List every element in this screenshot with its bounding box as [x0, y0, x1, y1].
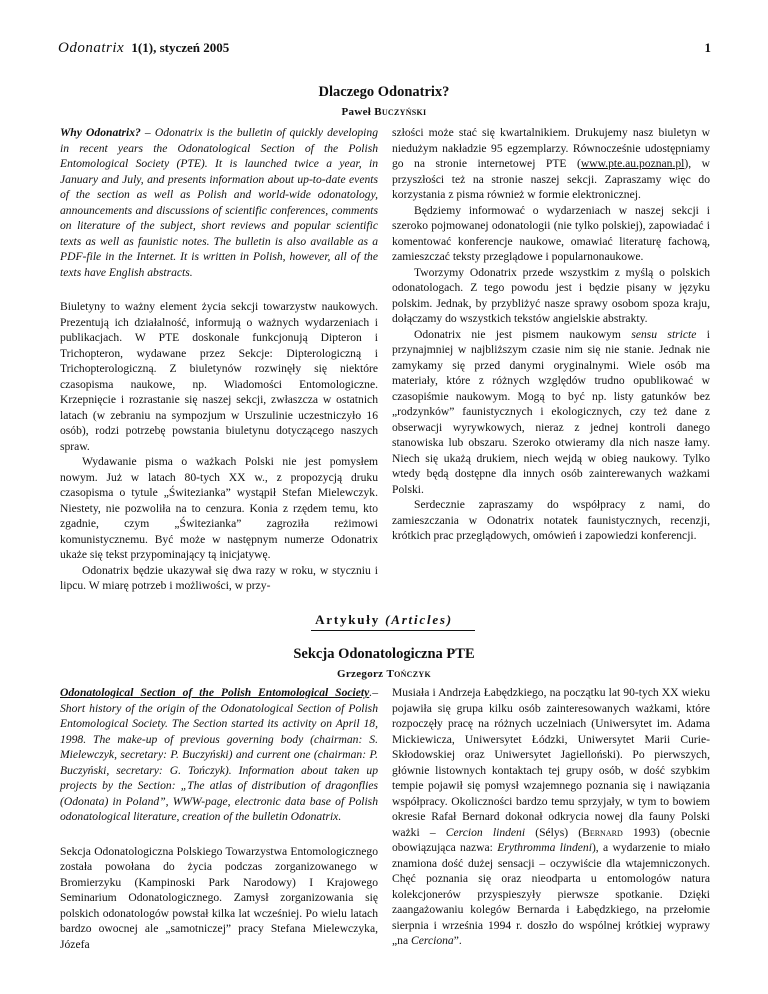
article1-paragraph: szłości może stać się kwartalnikiem. Drukujemy nasz biuletyn w niedużym nakładzie 95 egzemplarzy. Równocześnie udostępniamy go na stronie internetowej PTE (www.pte.au.poznan.pl), w przyszłości też na stronie naszej sekcji. Zapraszamy więc do korzystania z pisma również w formie elektronicznej. [392, 126, 710, 201]
article2-paragraph: Sekcja Odonatologiczna Polskiego Towarzystwa Entomologicznego została powołana do życia podczas zorganizowanego w Bromierzyku (Kampinoski Park Narodowy) I Krajowego Seminarium Odonatologicznego. Zamysł zorganizowania się polskich odonatologów powstał kilka lat wcześniej. Po wielu latach bardzo owocnej ale „samotniczej” pracy Stefana Mielewczyka, Józefa [60, 844, 378, 951]
article1-paragraph: Wydawanie pisma o ważkach Polski nie jest pomysłem nowym. Już w latach 80-tych XX w., z propozycją druku czasopisma o tytule „Świtezianka” wystąpił Stefan Mielewczyk. Niestety, nie pozwoliła na to cenzura. Konia z rzędem temu, kto zgadnie, czym „Świtezianka” zagroziła reżimowi komunistycznemu. Być może w następnym numerze Odonatrix ukaże się tekst przypominający tą inicjatywę. [60, 455, 378, 561]
section-underline [311, 630, 475, 631]
article2-abstract: Odonatological Section of the Polish Entomological Society.– Short history of the origin of the Odonatological Section of Polish Entomological Society. The Section started its activity on April 18, 1998. The make-up of previous governing body (chairman: S. Mielewczyk, secretary: P. Buczyński) and current one (chairman: P. Buczyński, secretary: G. Tończyk). Information about taken up projects by the Section: „The atlas of distribution of dragonflies (Odonata) in Poland”, WWW-page, electronic data base of Polish odonatological literature, creation of the bulletin Odonatrix. [60, 686, 378, 823]
section-heading: Artykuły (Articles) [0, 612, 768, 628]
article2-title: Sekcja Odonatologiczna PTE [293, 646, 475, 662]
article2-right-column [392, 685, 710, 949]
article1-abstract: Why Odonatrix? – Odonatrix is the bulletin of quickly developing in recent years the Odonatological Section of the Polish Entomological Society (PTE). It is launched twice a year, in January and July, and presents information about up-to-date events of the section as well as Polish and world-wide odonatology, announcements and discussions of scientific conferences, comments on literature of the subject, short reviews and popular scientific texts as well as faunistic notes. The bulletin is also available as a PDF-file in the Internet. It is written in Polish, however, all of the texts have English abstracts. [60, 126, 378, 279]
article1-right-column [392, 125, 710, 544]
journal-brand: Odonatrix [58, 40, 125, 56]
article1-paragraph: Serdecznie zapraszamy do współpracy z nami, do zamieszczania w Odonatrix notatek faunistycznych, recenzji, krótkich prac przeglądowych, omówień i zapowiedzi konferencji. [392, 498, 710, 542]
article1-paragraph: Biuletyny to ważny element życia sekcji towarzystw naukowych. Prezentują ich działalność, informują o ważnych wydarzeniach i publikacjach. W PTE doskonale funkcjonują Dipteron i Trichopteron, wydawane przez Sekcje: Dipterologiczną i Trichopterologiczną. Z biuletynów rozwinęły się niektóre czasopisma naukowe, np. Wiadomości Entomologiczne. Krzepnięcie i rozrastanie się naszej sekcji, zwłaszcza w ostatnich latach (w zebraniu na sympozjum w Urszulinie uczestniczyło 16 osób), rodzi potrzebę powstania biuletynu dotyczącego naszych spraw. [60, 300, 378, 453]
running-header [58, 40, 711, 58]
article1-paragraph: Odonatrix będzie ukazywał się dwa razy w roku, w styczniu i lipcu. W miarę potrzeb i możliwości, w przy- [60, 563, 378, 592]
article1-paragraph: Tworzymy Odonatrix przede wszystkim z myślą o polskich odonatologach. Z tego powodu jest i będzie pisany w języku polskim. Jednak, by przybliżyć nasze sprawy osobom spoza kraju, dołączamy do wszystkich tekstów angielskie abstrakty. [392, 265, 710, 325]
article2-left-column [60, 685, 378, 952]
article1-paragraph: Będziemy informować o wydarzeniach w naszej sekcji i szeroko pojmowanej odonatologii (nie tylko polskiej), zapowiadać i komentować konferencje naukowe, omawiać literaturę fachową, zamieszczać teksty przeglądowe i popularnonaukowe. [392, 203, 710, 263]
article1-author: Paweł Buczyński [341, 106, 427, 118]
journal-issue: 1(1), styczeń 2005 [131, 40, 230, 55]
article1-left-column [60, 125, 378, 594]
page-number: 1 [704, 40, 711, 55]
article2-author: Grzegorz Tończyk [337, 668, 431, 680]
article1-paragraph: Odonatrix nie jest pismem naukowym sensu stricte i przynajmniej w najbliższym czasie nim się nie stanie. Jednak nie zamykamy się przed danymi oryginalnymi. Wiele osób ma materiały, które z różnych względów trudno opublikować w czasopiśmie naukowym. Mogą to być np. listy gatunków bez „rodzynków” faunistycznych i ekologicznych, czy też dane z obserwacji wyrywkowych, nieraz z jednej kontroli danego stanowiska lub obszaru. Szeroko otwieramy dla nich nasze łamy. Niech się ukażą drukiem, niech wejdą w obieg naukowy. Tylko wtedy będą dostępne dla innych osób zainterewanych ważkami Polski. [392, 327, 711, 496]
article2-paragraph: Musiała i Andrzeja Łabędzkiego, na początku lat 90-tych XX wieku pojawiła się grupa kilku osób zainteresowanych ważkami, które rozpoczęły pracę na różnych uczelniach (Uniwersytet im. Adama Mickiewicza, Uniwersytet Łódzki, Uniwersytet Marii Curie-Skłodowskiej oraz Uniwersytet Jagielloński). Po pierwszych, głównie listownych kontaktach tej grupy osób, w dość szybkim tempie pojawił się pomysł wzajemnego poznania się i nawiązania współpracy. Okoliczności bardzo temu sprzyjały, w tym to bowiem okresie Rafał Bernard dokonał odkrycia nowej dla fauny Polski ważki – Cercion lindeni (Sélys) (Bernard 1993) (obecnie obowiązująca nazwa: Erythromma lindeni), a wydarzenie to miało znamiona dość dużej sensacji – oczywiście dla wtajemniczonych. Chęć poznania się oraz nieodparta u entomologów natura kolekcjonerów przyspieszyły pierwsze spotkanie. Dzięki zaangażowaniu kolegów Bernarda i Łabędzkiego, na przełomie sierpnia i września 1994 r. doszło do wspólnej krótkiej wyprawy „na Cerciona”. [392, 686, 711, 947]
article1-title: Dlaczego Odonatrix? [318, 84, 450, 100]
pte-website-link[interactable]: www.pte.au.poznan.pl [580, 157, 685, 170]
journal-reference [58, 40, 229, 57]
